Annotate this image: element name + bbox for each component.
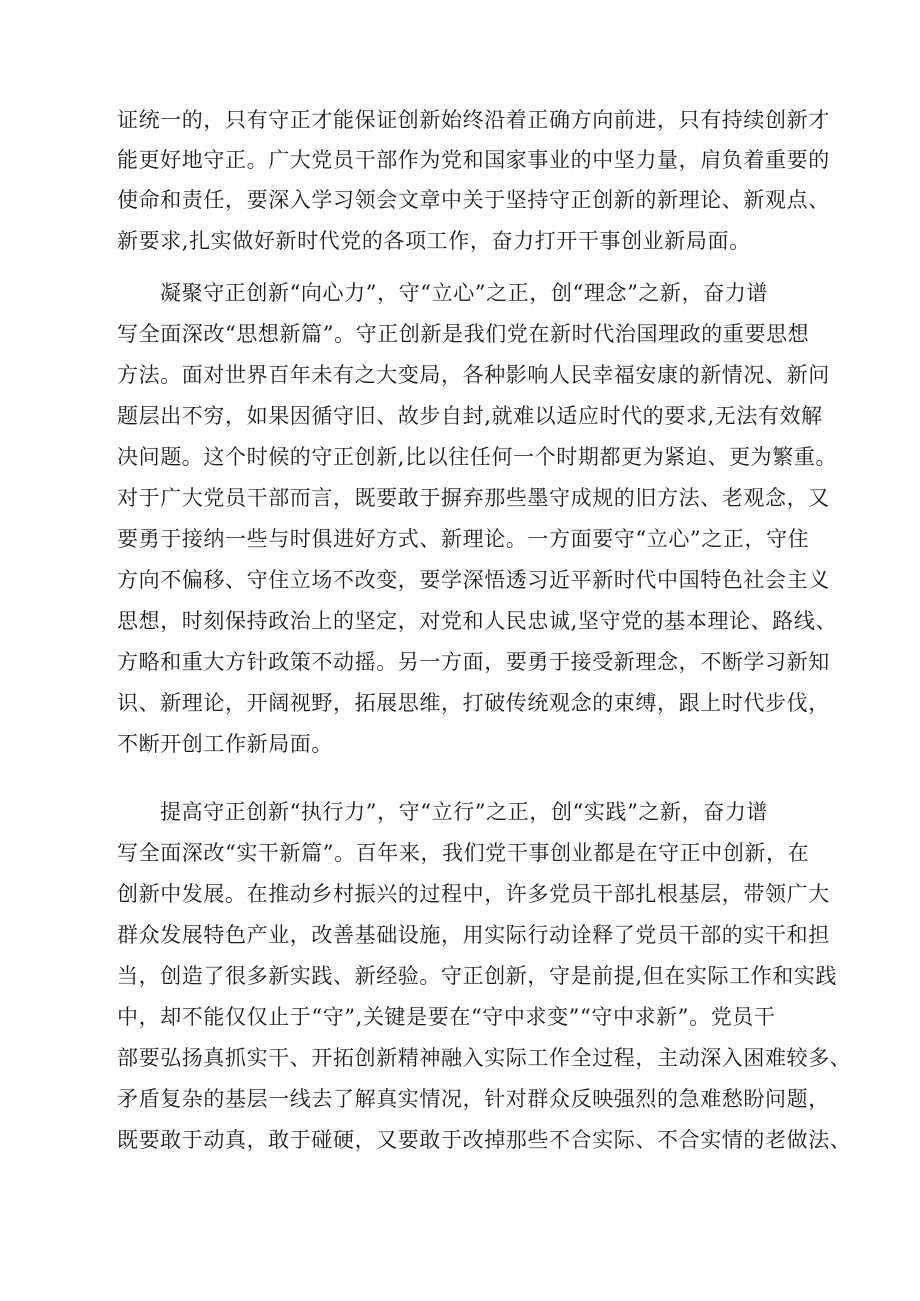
text-line: 既要敢于动真，敢于碰硬，又要敢于改掉那些不合实际、不合实情的老做法、 (117, 1128, 852, 1152)
text-line: 方略和重大方针政策不动摇。另一方面，要勇于接受新理念，不断学习新知 (117, 650, 830, 674)
text-line: 能更好地守正。广大党员干部作为党和国家事业的中坚力量，肩负着重要的 (117, 148, 830, 172)
text-line: 识、新理论，开阔视野，拓展思维，打破传统观念的束缚，跟上时代步伐， (117, 691, 830, 715)
text-line: 部要弘扬真抓实干、开拓创新精神融入实际工作全过程，主动深入困难较多、 (117, 1046, 852, 1070)
text-line: 写全面深改“实干新篇”。百年来，我们党干事创业都是在守正中创新，在 (117, 841, 810, 865)
text-line: 不断开创工作新局面。 (117, 732, 333, 756)
text-line: 群众发展特色产业，改善基础设施，用实际行动诠释了党员干部的实干和担 (117, 923, 830, 947)
text-line: 使命和责任，要深入学习领会文章中关于坚持守正创新的新理论、新观点、 (117, 188, 830, 212)
text-line: 新要求,扎实做好新时代党的各项工作，奋力打开干事创业新局面。 (117, 229, 751, 253)
text-line: 创新中发展。在推动乡村振兴的过程中，许多党员干部扎根基层，带领广大 (117, 882, 830, 906)
text-line: 中，却不能仅仅止于“守”,关键是要在“守中求变”“守中求新”。党员干 (117, 1005, 776, 1029)
text-line: 决问题。这个时候的守正创新,比以往任何一个时期都更为紧迫、更为繁重。 (117, 445, 838, 469)
text-line: 题层出不穷，如果因循守旧、故步自封,就难以适应时代的要求,无法有效解 (117, 404, 823, 428)
text-line: 思想，时刻保持政治上的坚定，对党和人民忠诚,坚守党的基本理论、路线、 (117, 609, 838, 633)
text-line: 写全面深改“思想新篇”。守正创新是我们党在新时代治国理政的重要思想 (117, 322, 810, 346)
text-line: 方法。面对世界百年未有之大变局，各种影响人民幸福安康的新情况、新问 (117, 363, 830, 387)
text-line: 方向不偏移、守住立场不改变，要学深悟透习近平新时代中国特色社会主义 (117, 568, 830, 592)
text-line: 对于广大党员干部而言，既要敢于摒弃那些墨守成规的旧方法、老观念，又 (117, 486, 830, 510)
paragraph-first-line: 凝聚守正创新“向心力”，守“立心”之正，创“理念”之新，奋力谱 (160, 281, 769, 305)
text-line: 当，创造了很多新实践、新经验。守正创新，守是前提,但在实际工作和实践 (117, 964, 838, 988)
paragraph-first-line: 提高守正创新“执行力”，守“立行”之正，创“实践”之新，奋力谱 (160, 800, 769, 824)
text-line: 要勇于接纳一些与时俱进好方式、新理论。一方面要守“立心”之正，守住 (117, 527, 810, 551)
text-line: 证统一的，只有守正才能保证创新始终沿着正确方向前进，只有持续创新才 (117, 108, 830, 132)
text-line: 矛盾复杂的基层一线去了解真实情况，针对群众反映强烈的急难愁盼问题， (117, 1087, 830, 1111)
